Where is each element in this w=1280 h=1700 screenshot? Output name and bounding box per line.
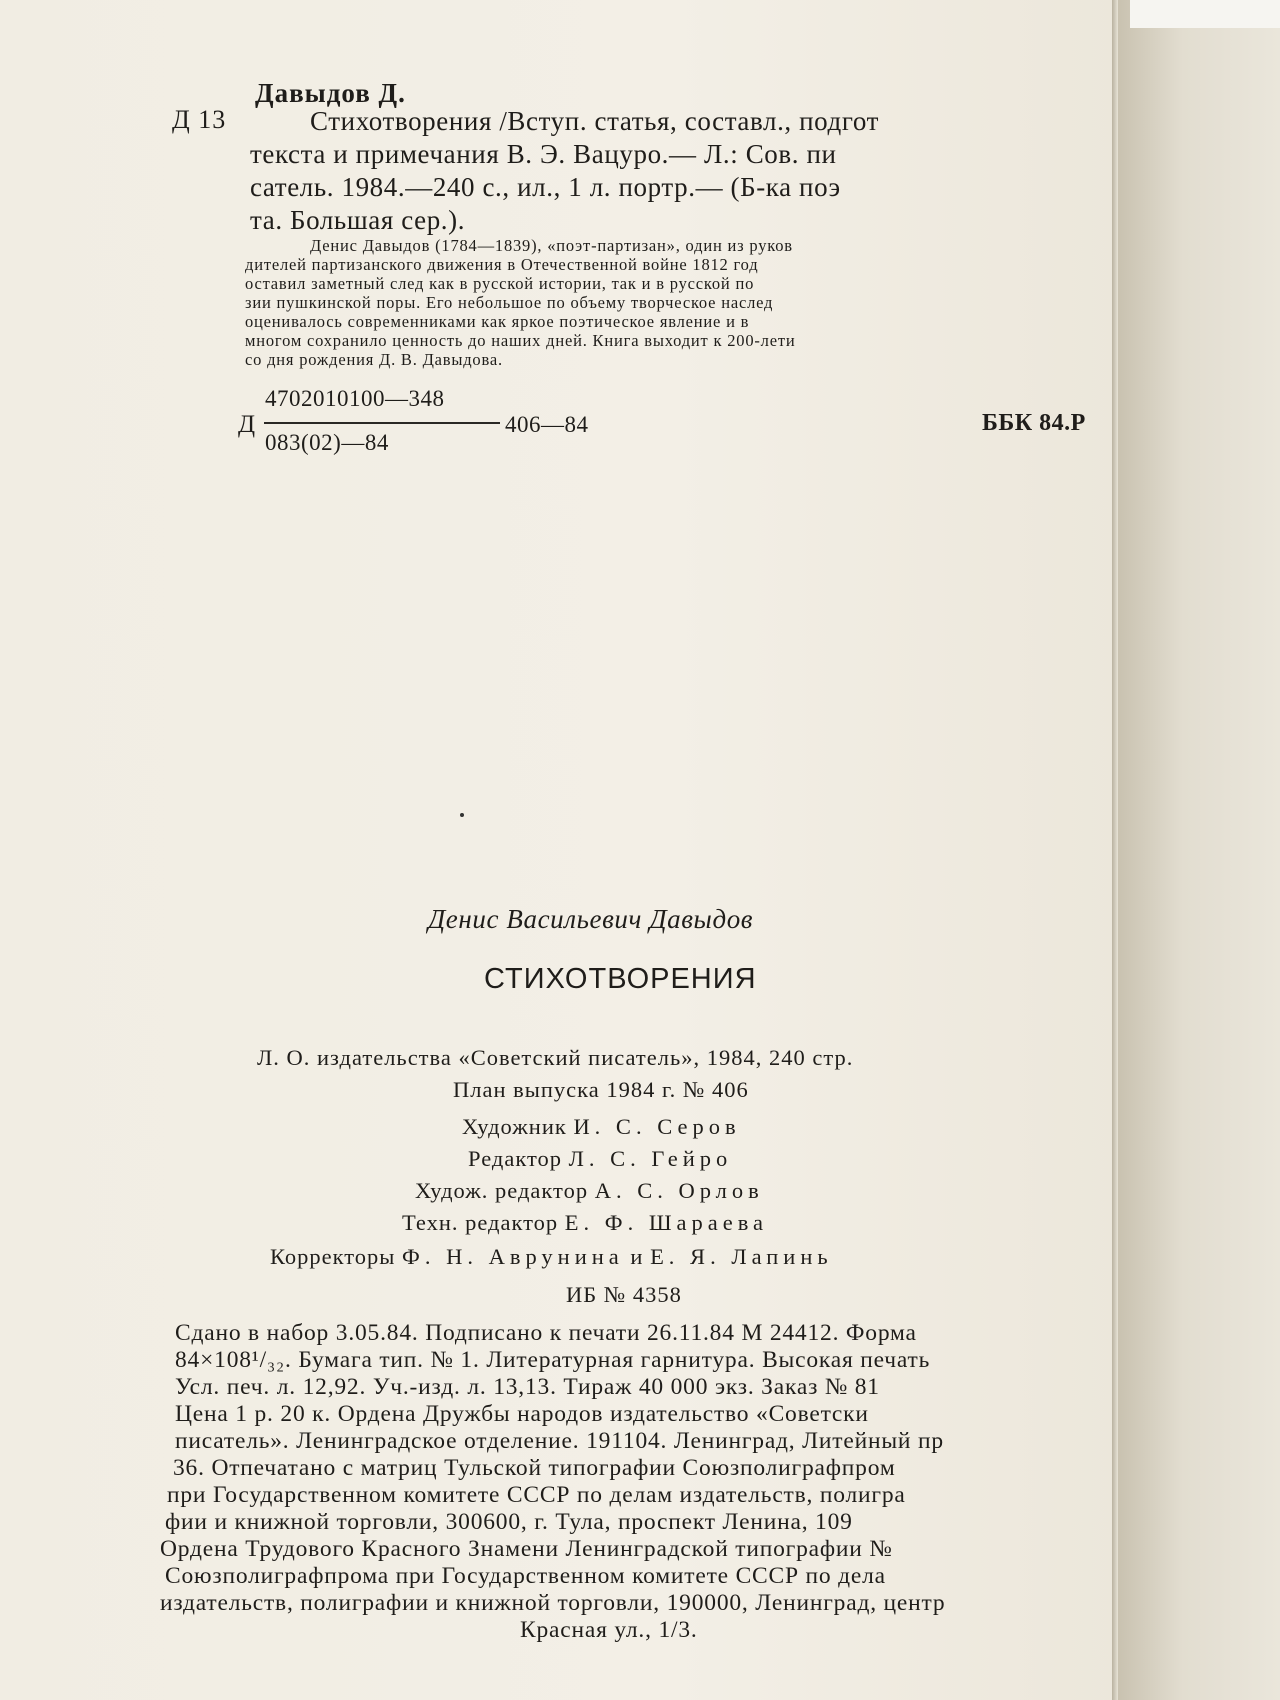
imprint-title: СТИХОТВОРЕНИЯ (484, 963, 757, 995)
publisher-line: Л. О. издательства «Советский писатель», 1984, 240 стр. (257, 1045, 854, 1070)
colophon-line: Ордена Трудового Красного Знамени Ленинградской типографии № (160, 1536, 893, 1562)
person-name: Ф. Н. Аврунина (402, 1244, 624, 1269)
colophon-line: Красная ул., 1/3. (520, 1617, 698, 1643)
annotation-line: со дня рождения Д. В. Давыдова. (245, 350, 503, 369)
editor-line (468, 1146, 732, 1172)
catalog-description-line: текста и примечания В. Э. Вацуро.— Л.: Сов. пи (250, 139, 837, 169)
annotation-line: многом сохранило ценность до наших дней. Книга выходит к 200-лети (245, 331, 796, 350)
catalog-shelf-mark: Д 13 (172, 105, 227, 134)
role-label: Художник (462, 1114, 567, 1139)
code-numerator: 4702010100—348 (265, 386, 445, 411)
annotation-line: дителей партизанского движения в Отечественной войне 1812 год (245, 255, 759, 274)
proofreaders-line (270, 1244, 833, 1270)
colophon-line: писатель». Ленинградское отделение. 191104. Ленинград, Литейный пр (175, 1428, 944, 1454)
bbk-code: ББК 84.Р (982, 410, 1086, 436)
colophon-line: фии и книжной торговли, 300600, г. Тула, проспект Ленина, 109 (165, 1509, 853, 1535)
role-label: Корректоры (270, 1244, 396, 1269)
role-label: Редактор (468, 1146, 563, 1171)
colophon-line: 36. Отпечатано с матриц Тульской типографии Союзполиграфпром (173, 1455, 896, 1481)
tech-editor-line (402, 1210, 768, 1236)
role-label: Техн. редактор (402, 1210, 559, 1235)
person-name: И. С. Серов (573, 1114, 741, 1139)
annotation-line: Денис Давыдов (1784—1839), «поэт-партизан», один из руков (310, 236, 793, 255)
page-edge (1112, 0, 1118, 1700)
catalog-author: Давыдов Д. (255, 78, 406, 108)
code-letter: Д (238, 411, 256, 438)
colophon (160, 1320, 946, 1644)
colophon-line: 84×108¹/₃₂. Бумага тип. № 1. Литературная гарнитура. Высокая печать (175, 1347, 931, 1373)
role-label: Худож. редактор (415, 1178, 589, 1203)
background-sheet (1130, 0, 1280, 28)
annotation-line: зии пушкинской поры. Его небольшое по объему творческое наслед (245, 293, 774, 312)
colophon-line: издательств, полиграфии и книжной торговли, 190000, Ленинград, центр (160, 1590, 946, 1616)
adjacent-page (1118, 0, 1280, 1700)
person-name: Е. Ф. Шараева (564, 1210, 769, 1235)
conjunction: и (630, 1244, 644, 1269)
colophon-line: Усл. печ. л. 12,92. Уч.-изд. л. 13,13. Тираж 40 000 экз. Заказ № 81 (175, 1374, 880, 1400)
colophon-line: Союзполиграфпрома при Государственном комитете СССР по дела (165, 1563, 886, 1589)
art-editor-line (415, 1178, 764, 1204)
catalog-annotation (245, 236, 795, 369)
ib-number: ИБ № 4358 (566, 1282, 682, 1307)
catalog-description-line: Стихотворения /Вступ. статья, составл., подгот (310, 106, 879, 136)
colophon-line: Сдано в набор 3.05.84. Подписано к печати 26.11.84 М 24412. Форма (175, 1320, 917, 1346)
catalog-description-line: сатель. 1984.—240 с., ил., 1 л. портр.— (Б-ка поэ (250, 172, 841, 202)
annotation-line: оставил заметный след как в русской истории, так и в русской по (245, 274, 755, 293)
person-name: А. С. Орлов (594, 1178, 764, 1203)
plan-line: План выпуска 1984 г. № 406 (453, 1077, 749, 1102)
fraction-divider (264, 422, 500, 424)
code-denominator: 083(02)—84 (265, 430, 389, 455)
artist-line (462, 1114, 741, 1140)
annotation-line: оценивалось современниками как яркое поэтическое явление и в (245, 312, 750, 331)
colophon-line: Цена 1 р. 20 к. Ордена Дружбы народов издательство «Советски (175, 1401, 869, 1427)
catalog-description (250, 105, 879, 237)
person-name: Л. С. Гейро (568, 1146, 733, 1171)
person-name: Е. Я. Лапинь (650, 1244, 833, 1269)
catalog-description-line: та. Большая сер.). (250, 205, 466, 235)
colophon-line: при Государственном комитете СССР по делам издательств, полигра (167, 1482, 906, 1508)
imprint-author: Денис Васильевич Давыдов (428, 904, 754, 934)
code-suffix: 406—84 (505, 412, 589, 437)
speck (460, 813, 464, 817)
